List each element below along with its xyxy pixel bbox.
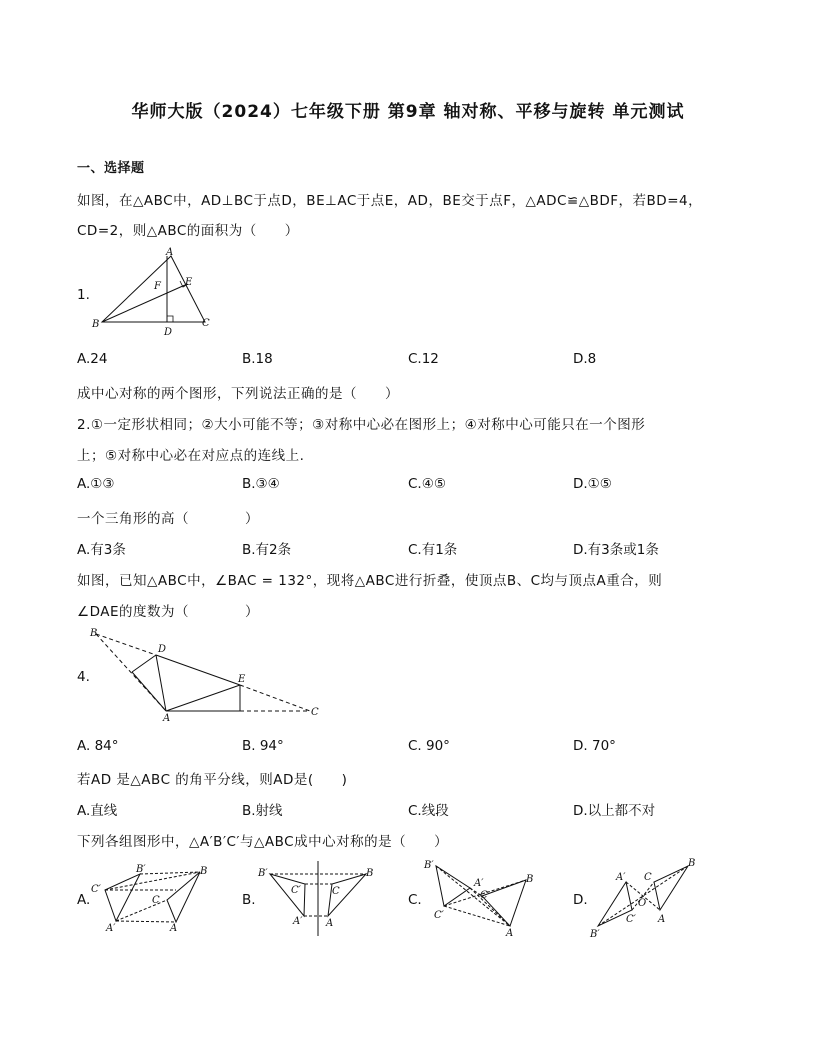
- q6a-label-b: B: [200, 866, 208, 877]
- q5-option-b[interactable]: B.射线: [242, 803, 283, 819]
- q3-stem-line-1: 一个三角形的高（ ）: [77, 511, 259, 527]
- q1-label-e: E: [185, 277, 193, 288]
- q1-stem-line-2: CD=2，则△ABC的面积为（ ）: [77, 223, 299, 239]
- q1-option-a[interactable]: A.24: [77, 351, 108, 367]
- q6d-label-b1: B′: [590, 929, 600, 940]
- q5-option-d[interactable]: D.以上都不对: [573, 803, 656, 819]
- q1-option-c[interactable]: C.12: [408, 351, 439, 367]
- q6c-label-c1: C′: [434, 910, 444, 921]
- q6c-label-a: A: [506, 928, 514, 939]
- q6-figure-b: [256, 858, 386, 938]
- q6c-label-b: B: [526, 874, 534, 885]
- q1-label-d: D: [164, 327, 173, 338]
- q6a-label-a1: A′: [106, 923, 116, 934]
- q6b-label-b: B: [366, 868, 374, 879]
- q4-label-d: D: [158, 644, 167, 655]
- q2-option-a[interactable]: A.①③: [77, 476, 115, 492]
- q6d-label-a: A: [658, 914, 666, 925]
- q1-stem-line-1: 如图，在△ABC中，AD⊥BC于点D，BE⊥AC于点E，AD，BE交于点F，△ADC≌△BDF，若BD=4，: [77, 193, 703, 209]
- q6d-label-c: C: [644, 872, 652, 883]
- q6a-label-b1: B′: [136, 864, 146, 875]
- q5-stem-line-1: 若AD 是△ABC 的角平分线，则AD是( ): [77, 772, 348, 788]
- q6a-label-c: C: [152, 895, 160, 906]
- q6a-label-a: A: [170, 923, 178, 934]
- q1-option-d[interactable]: D.8: [573, 351, 597, 367]
- q6c-label-c: C: [480, 890, 488, 901]
- q4-label-e: E: [238, 674, 246, 685]
- q6-option-c[interactable]: C.: [408, 892, 422, 908]
- q6b-label-b1: B′: [258, 868, 268, 879]
- q2-option-b[interactable]: B.③④: [242, 476, 280, 492]
- q6-figure-a: [90, 858, 215, 938]
- page-title: 华师大版（2024）七年级下册 第9章 轴对称、平移与旋转 单元测试: [131, 102, 685, 122]
- q4-stem-line-2: ∠DAE的度数为（ ）: [77, 604, 260, 620]
- q6c-label-b1: B′: [424, 860, 434, 871]
- q1-label-c: C: [202, 318, 210, 329]
- q1-label-b: B: [92, 319, 100, 330]
- q1-options: [77, 351, 757, 371]
- q6d-label-a1: A′: [616, 872, 626, 883]
- q4-figure: [88, 624, 328, 724]
- q4-label-a: A: [163, 713, 171, 724]
- q4-label-b: B: [90, 628, 98, 639]
- q1-option-b[interactable]: B.18: [242, 351, 273, 367]
- q3-option-a[interactable]: A.有3条: [77, 542, 126, 558]
- q1-label-f: F: [154, 281, 161, 292]
- q2-option-d[interactable]: D.①⑤: [573, 476, 612, 492]
- q6b-label-c1: C′: [291, 885, 301, 896]
- q6c-label-a1: A′: [474, 878, 484, 889]
- q3-option-d[interactable]: D.有3条或1条: [573, 542, 659, 558]
- q6-stem-line-1: 下列各组图形中，△A′B′C′与△ABC成中心对称的是（ ）: [77, 834, 449, 850]
- q2-stem-line-2: 2.①一定形状相同；②大小可能不等；③对称中心必在图形上；④对称中心可能只在一个图形: [77, 417, 646, 433]
- q6d-label-c1: C′: [626, 914, 636, 925]
- q4-option-a[interactable]: A. 84°: [77, 738, 119, 754]
- q3-options: [77, 538, 757, 558]
- q3-option-c[interactable]: C.有1条: [408, 542, 458, 558]
- q4-number: 4.: [77, 669, 90, 685]
- q1-number: 1.: [77, 287, 90, 303]
- q2-stem-line-1: 成中心对称的两个图形，下列说法正确的是（ ）: [77, 386, 399, 402]
- q6b-label-c: C: [332, 886, 340, 897]
- q4-options: [77, 738, 757, 758]
- q1-label-a: A: [166, 247, 174, 258]
- q4-label-c: C: [311, 707, 319, 718]
- q6b-label-a1: A′: [293, 916, 303, 927]
- q6-option-a[interactable]: A.: [77, 892, 91, 908]
- q5-option-c[interactable]: C.线段: [408, 803, 449, 819]
- q4-stem-line-1: 如图，已知△ABC中，∠BAC = 132°，现将△ABC进行折叠，使顶点B、C均与顶点A重合，则: [77, 573, 663, 589]
- q2-options: [77, 476, 757, 496]
- q4-option-d[interactable]: D. 70°: [573, 738, 616, 754]
- q6d-label-b: B: [688, 858, 696, 869]
- q6a-label-c1: C′: [91, 884, 101, 895]
- q6-figure-d: [584, 856, 714, 942]
- q4-option-b[interactable]: B. 94°: [242, 738, 284, 754]
- q4-option-c[interactable]: C. 90°: [408, 738, 450, 754]
- q5-options: [77, 799, 757, 819]
- q3-option-b[interactable]: B.有2条: [242, 542, 292, 558]
- q1-figure: [90, 248, 220, 343]
- q2-stem-line-3: 上；⑤对称中心必在对应点的连线上.: [77, 448, 305, 464]
- q6-option-d[interactable]: D.: [573, 892, 588, 908]
- q6-figure-c: [420, 856, 550, 940]
- section-heading: 一、选择题: [77, 161, 145, 176]
- q6b-label-a: A: [326, 918, 334, 929]
- q6-option-b[interactable]: B.: [242, 892, 256, 908]
- q6d-label-o: O: [638, 898, 647, 909]
- q2-option-c[interactable]: C.④⑤: [408, 476, 446, 492]
- q5-option-a[interactable]: A.直线: [77, 803, 118, 819]
